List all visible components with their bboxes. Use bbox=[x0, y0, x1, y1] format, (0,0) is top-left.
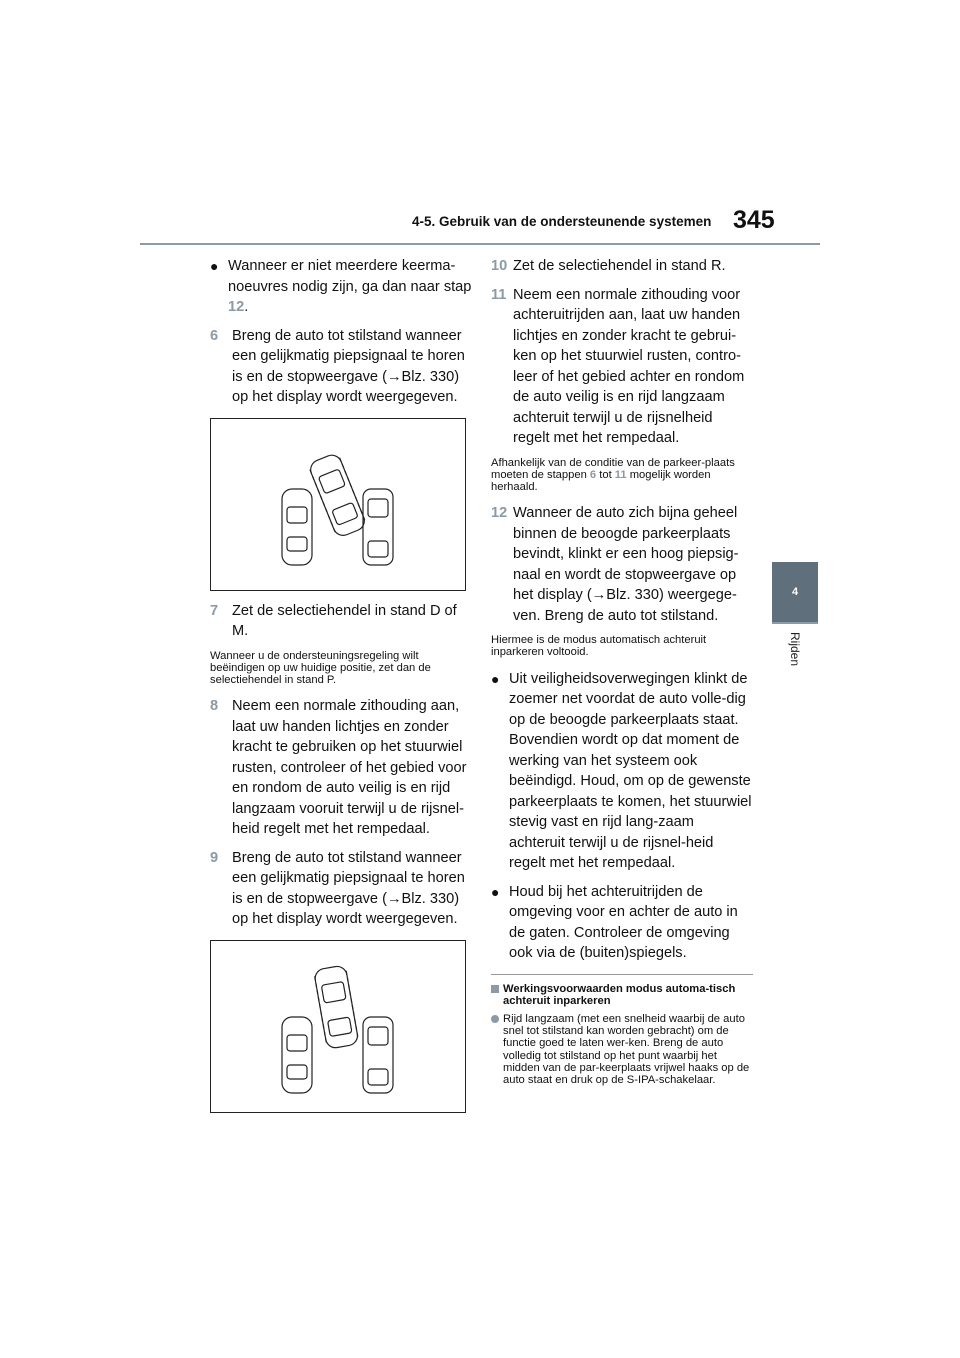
step-text: Neem een normale zithouding voor achteruitrijden aan, laat uw handen lichtjes en zonder kracht te gebrui-ken op het stuurwiel rusten, contro-leer of het gebied achter en rondom de auto veilig is en rijd langzaam achteruit terwijl u de rijsnelheid regelt met het rempedaal. bbox=[513, 286, 745, 446]
step-text: Wanneer de auto zich bijna geheel binnen de beoogde parkeerplaats bevindt, klinkt er een hoog piepsig-naal en wordt de stopweergave op het display (→Blz. 330) weergege-ven. Breng de auto tot stilstand. bbox=[513, 505, 739, 624]
chapter-tab bbox=[772, 562, 818, 622]
bullet-end: . bbox=[244, 299, 249, 315]
note-text: Hiermee is de modus automatisch achteruit inparkeren voltooid. bbox=[491, 634, 707, 659]
header-divider bbox=[140, 243, 820, 245]
sub-bullet-item bbox=[491, 1013, 753, 1086]
section-divider bbox=[491, 974, 753, 975]
step-number: 7 bbox=[210, 602, 219, 619]
parking-illustration-2 bbox=[211, 941, 465, 1112]
step-9 bbox=[210, 848, 472, 930]
chapter-tab-divider bbox=[772, 622, 818, 624]
step-number: 9 bbox=[210, 849, 219, 866]
step-reference: 11 bbox=[614, 468, 627, 481]
page-number: 345 bbox=[733, 206, 775, 234]
step-reference: 6 bbox=[589, 468, 597, 481]
step-text: Zet de selectiehendel in stand D of M. bbox=[232, 602, 457, 639]
bullet-dot-icon: ● bbox=[210, 258, 219, 274]
step-number: 6 bbox=[210, 327, 219, 344]
note-text: mogelijk worden herhaald. bbox=[491, 468, 711, 493]
section-title: 4-5. Gebruik van de ondersteunende systemen bbox=[412, 214, 712, 229]
step-number: 10 bbox=[491, 258, 508, 274]
square-bullet-icon bbox=[491, 985, 499, 993]
bullet-text: Uit veiligheidsoverwegingen klinkt de zoemer net voordat de auto volle-dig op de beoogde parkeerplaats staat. Bovendien wordt op dat moment de werking van het systeem ook beëindigd. Houd, om op de gewenste parkeerplaats te komen, het stuurwiel stevig vast en rijd lang-zaam achteruit terwijl u de rijsnel-heid regelt met het rempedaal. bbox=[509, 670, 752, 872]
right-column bbox=[491, 256, 753, 1086]
note-text: Afhankelijk van de conditie van de parkeer-plaats moeten de stappen bbox=[491, 456, 735, 481]
step-text: Zet de selectiehendel in stand R. bbox=[513, 258, 726, 274]
step-number: 8 bbox=[210, 698, 219, 715]
step-8 bbox=[210, 696, 472, 840]
subsection-heading-text: Werkingsvoorwaarden modus automa-tisch achteruit inparkeren bbox=[503, 982, 736, 1007]
chapter-number: 4 bbox=[791, 586, 799, 598]
step-text: Breng de auto tot stilstand wanneer een gelijkmatig piepsignaal te horen is en de stopweergave (→Blz. 330) op het display wordt weergegeven. bbox=[232, 327, 465, 405]
parking-figure-2 bbox=[210, 940, 466, 1113]
note-text: tot bbox=[596, 468, 615, 481]
step-7 bbox=[210, 601, 472, 642]
note-text: Wanneer u de ondersteuningsregeling wilt beëindigen op uw huidige positie, zet dan de selectiehendel in stand P. bbox=[210, 649, 431, 686]
bullet-item bbox=[210, 256, 472, 318]
bullet-text: Houd bij het achteruitrijden de omgeving voor en achter de auto in de gaten. Controleer de omgeving ook via de (buiten)spiegels. bbox=[509, 883, 738, 962]
step-10 bbox=[491, 256, 753, 277]
bullet-dot-icon: ● bbox=[491, 670, 500, 687]
bullet-item bbox=[491, 669, 753, 874]
sub-bullet-text: Rijd langzaam (met een snelheid waarbij de auto snel tot stilstand kan worden gebracht) om de functie goed te laten wer-ken. Breng de auto volledig tot stilstand op het punt waarbij het midden van de par-keerplaats vrijwel haaks op de auto staat en druk op de S-IPA-schakelaar. bbox=[503, 1012, 750, 1086]
chapter-label: Rijden bbox=[788, 632, 802, 667]
step-reference: 12 bbox=[228, 299, 245, 315]
step-11 bbox=[491, 285, 753, 449]
parking-illustration-1 bbox=[211, 419, 465, 590]
bullet-dot-icon: ● bbox=[491, 883, 500, 900]
note-repeat-steps bbox=[491, 457, 753, 494]
subsection-heading bbox=[491, 983, 753, 1007]
left-column bbox=[210, 256, 472, 1123]
step-number: 11 bbox=[491, 286, 507, 303]
step-text: Breng de auto tot stilstand wanneer een gelijkmatig piepsignaal te horen is en de stopweergave (→Blz. 330) op het display wordt weergegeven. bbox=[232, 849, 465, 928]
step-12 bbox=[491, 503, 753, 626]
step-6 bbox=[210, 326, 472, 408]
bullet-text: Wanneer er niet meerdere keerma-noeuvres nodig zijn, ga dan naar stap bbox=[228, 258, 472, 295]
circle-bullet-icon bbox=[491, 1015, 499, 1023]
step-text: Neem een normale zithouding aan, laat uw handen lichtjes en zonder kracht te gebruiken op het stuurwiel rusten, controleer of het gebied voor en rondom de auto veilig is en rijd langzaam vooruit terwijl u de rijsnel-heid regelt met het rempedaal. bbox=[232, 698, 467, 838]
parking-figure-1 bbox=[210, 418, 466, 591]
bullet-item bbox=[491, 882, 753, 964]
step-number: 12 bbox=[491, 505, 508, 522]
